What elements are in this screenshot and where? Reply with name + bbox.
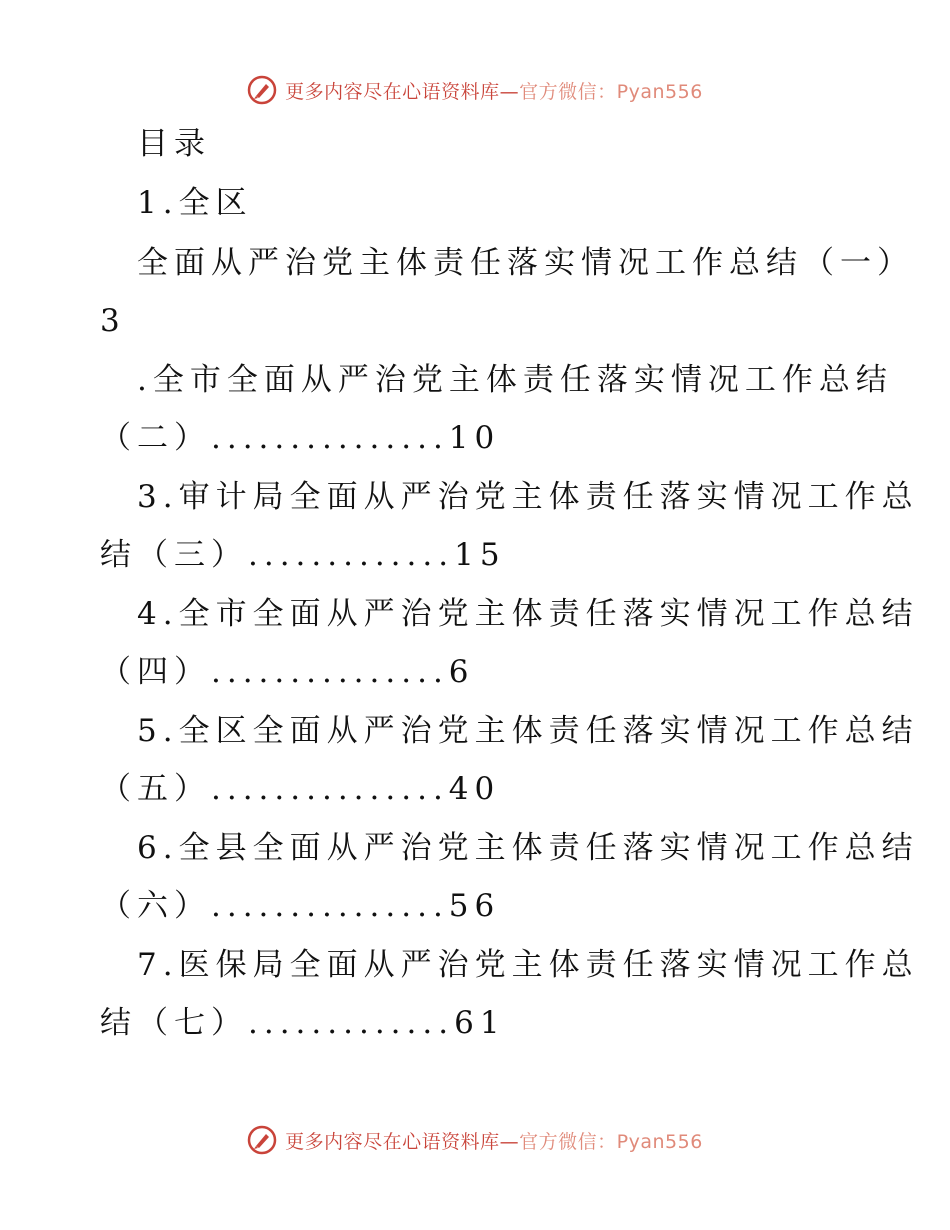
toc-line: 结（三）.............15 xyxy=(100,537,506,573)
toc-line: 5.全区全面从严治党主体责任落实情况工作总结 xyxy=(137,713,919,749)
banner-wechat-text: 官方微信：Pyan556 xyxy=(519,80,703,103)
toc-line: 7.医保局全面从严治党主体责任落实情况工作总 xyxy=(137,947,919,983)
toc-line: 3 xyxy=(100,303,126,339)
toc-line: 全面从严治党主体责任落实情况工作总结（一） xyxy=(137,245,914,281)
toc-line: 6.全县全面从严治党主体责任落实情况工作总结 xyxy=(137,830,919,866)
toc-line: （六）...............56 xyxy=(100,888,501,924)
toc-title: 目录 xyxy=(137,126,211,162)
banner-text xyxy=(285,1127,703,1154)
toc-line: （二）...............10 xyxy=(100,420,501,456)
toc-line: （五）...............40 xyxy=(100,771,501,807)
toc-line: .全市全面从严治党主体责任落实情况工作总结 xyxy=(137,362,893,398)
pen-nib-logo-icon xyxy=(247,1125,277,1155)
toc-line: 1.全区 xyxy=(137,185,253,221)
banner-wechat-text: 官方微信：Pyan556 xyxy=(519,1130,703,1153)
pen-nib-logo-icon xyxy=(247,75,277,105)
banner-dash: — xyxy=(499,80,520,103)
banner-main-text: 更多内容尽在心语资料库 xyxy=(285,1130,500,1153)
header-watermark-banner xyxy=(0,70,950,110)
footer-watermark-banner xyxy=(0,1120,950,1160)
toc-line: 结（七）.............61 xyxy=(100,1005,506,1041)
banner-main-text: 更多内容尽在心语资料库 xyxy=(285,80,500,103)
toc-line: 3.审计局全面从严治党主体责任落实情况工作总 xyxy=(137,479,919,515)
toc-line: 4.全市全面从严治党主体责任落实情况工作总结 xyxy=(137,596,919,632)
toc-line: （四）...............6 xyxy=(100,654,475,690)
banner-text xyxy=(285,77,703,104)
banner-dash: — xyxy=(499,1130,520,1153)
